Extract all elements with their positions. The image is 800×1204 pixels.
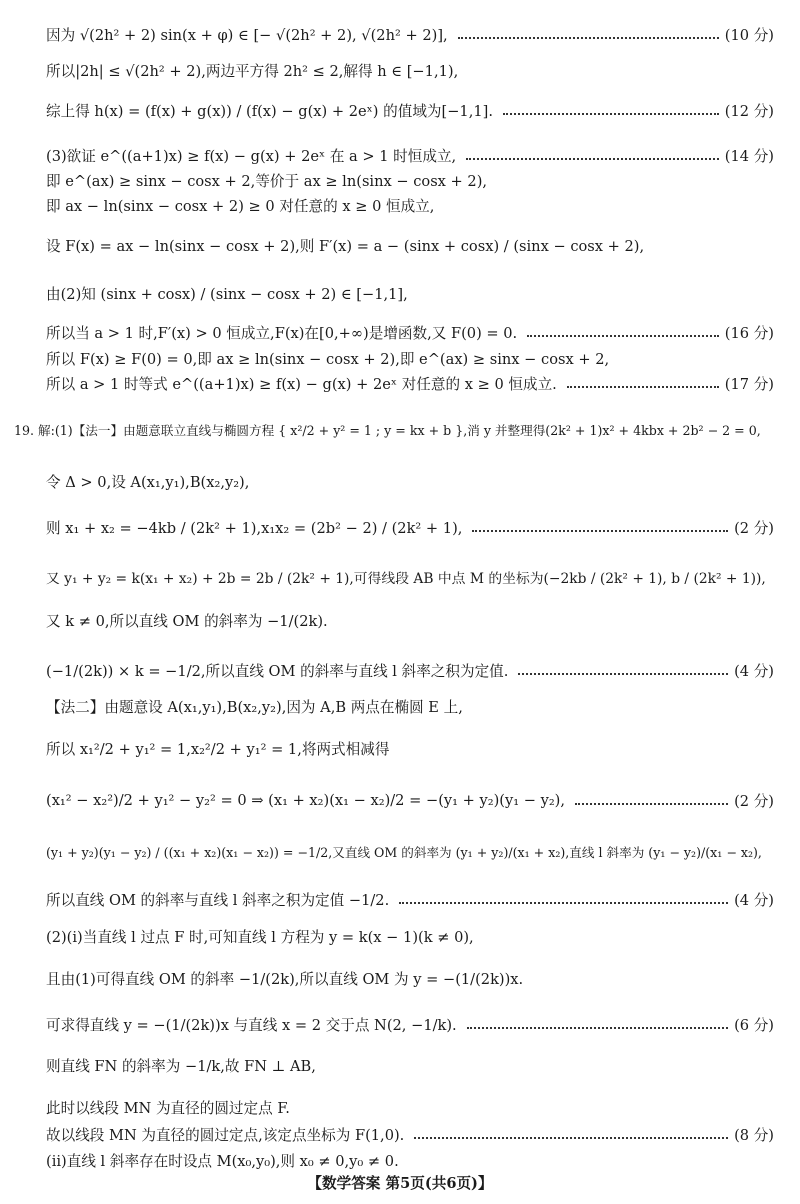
solution-line [46,790,774,811]
line-text: 综上得 h(x) = (f(x) + g(x)) / (f(x) − g(x) + 2eˣ) 的值域为[−1,1]. [46,103,493,120]
line-text: 所以 F(x) ≥ F(0) = 0,即 ax ≥ ln(sinx − cosx + 2),即 e^(ax) ≥ sinx − cosx + 2, [46,351,610,368]
solution-line [46,842,774,861]
leader-dots [458,37,719,39]
line-text: 设 F(x) = ax − ln(sinx − cosx + 2),则 F′(x) = a − (sinx + cosx) / (sinx − cosx + 2), [46,238,645,255]
solution-line [46,348,774,369]
solution-line [46,889,774,910]
line-text: (3)欲证 e^((a+1)x) ≥ f(x) − g(x) + 2eˣ 在 a > 1 时恒成立, [46,148,457,165]
solution-line [46,517,774,538]
line-text: 又 y₁ + y₂ = k(x₁ + x₂) + 2b = 2b / (2k² + 1),可得线段 AB 中点 M 的坐标为(−2kb / (2k² + 1), b / (2k² + 1)), [46,571,766,587]
line-text: 且由(1)可得直线 OM 的斜率 −1/(2k),所以直线 OM 为 y = −(1/(2k))x. [46,971,524,988]
solution-line [46,322,774,343]
leader-dots [567,386,719,388]
solution-line [46,100,774,121]
leader-dots [472,530,728,532]
line-text: 19. 解:(1)【法一】由题意联立直线与椭圆方程 { x²/2 + y² = 1 ; y = kx + b },消 y 并整理得(2k² + 1)x² + 4kbx + 2b² − 2 = 0, [14,423,761,438]
solution-line [46,373,774,394]
leader-dots [575,803,728,805]
line-text: 【法二】由题意设 A(x₁,y₁),B(x₂,y₂),因为 A,B 两点在椭圆 E 上, [46,699,463,716]
solution-line [46,1097,774,1118]
leader-dots [527,335,719,337]
line-text: 所以 x₁²/2 + y₁² = 1,x₂²/2 + y₁² = 1,将两式相减得 [46,741,390,758]
line-text: 则 x₁ + x₂ = −4kb / (2k² + 1),x₁x₂ = (2b² − 2) / (2k² + 1), [46,520,463,537]
line-text: (y₁ + y₂)(y₁ − y₂) / ((x₁ + x₂)(x₁ − x₂)) = −1/2,又直线 OM 的斜率为 (y₁ + y₂)/(x₁ + x₂),直线 l 斜率为 (y₁ − y₂)/(x₁ − x₂), [46,845,762,860]
solution-line [46,1124,774,1145]
line-text: 即 ax − ln(sinx − cosx + 2) ≥ 0 对任意的 x ≥ 0 恒成立, [46,198,435,215]
line-text: 此时以线段 MN 为直径的圆过定点 F. [46,1100,290,1117]
score-mark: (2 分) [734,520,774,537]
page-footer: 【数学答案 第5页(共6页)】 [307,1175,493,1192]
line-text: 所以|2h| ≤ √(2h² + 2),两边平方得 2h² ≤ 2,解得 h ∈ [−1,1), [46,63,459,80]
score-mark: (10 分) [724,27,774,44]
solution-line [46,696,774,717]
solution-line [46,1055,774,1076]
leader-dots [414,1137,728,1139]
score-mark: (4 分) [734,663,774,680]
line-text: 则直线 FN 的斜率为 −1/k,故 FN ⊥ AB, [46,1058,316,1075]
line-text: 令 Δ > 0,设 A(x₁,y₁),B(x₂,y₂), [46,474,250,491]
line-text: (x₁² − x₂²)/2 + y₁² − y₂² = 0 ⇒ (x₁ + x₂)(x₁ − x₂)/2 = −(y₁ + y₂)(y₁ − y₂), [46,792,566,809]
solution-line [46,283,774,304]
line-text: (2)(ⅰ)当直线 l 过点 F 时,可知直线 l 方程为 y = k(x − 1)(k ≠ 0), [46,929,474,946]
solution-line [46,195,774,216]
solution-line [46,471,774,492]
line-text: 可求得直线 y = −(1/(2k))x 与直线 x = 2 交于点 N(2, −1/k). [46,1017,457,1034]
score-mark: (12 分) [724,103,774,120]
solution-line [46,24,774,45]
solution-line [14,420,774,439]
score-mark: (14 分) [724,148,774,165]
solution-line [46,235,774,256]
line-text: (ⅱ)直线 l 斜率存在时设点 M(x₀,y₀),则 x₀ ≠ 0,y₀ ≠ 0. [46,1153,399,1170]
solution-line [46,145,774,166]
line-text: (−1/(2k)) × k = −1/2,所以直线 OM 的斜率与直线 l 斜率之积为定值. [46,663,509,680]
leader-dots [467,1027,728,1029]
solution-line [46,968,774,989]
score-mark: (16 分) [724,325,774,342]
line-text: 所以直线 OM 的斜率与直线 l 斜率之积为定值 −1/2. [46,892,390,909]
score-mark: (6 分) [734,1017,774,1034]
score-mark: (2 分) [734,793,774,810]
solution-line [46,660,774,681]
solution-line [46,60,774,81]
line-text: 由(2)知 (sinx + cosx) / (sinx − cosx + 2) ∈ [−1,1], [46,286,408,303]
line-text: 即 e^(ax) ≥ sinx − cosx + 2,等价于 ax ≥ ln(sinx − cosx + 2), [46,173,488,190]
solution-line [46,1014,774,1035]
line-text: 因为 √(2h² + 2) sin(x + φ) ∈ [− √(2h² + 2), √(2h² + 2)], [46,27,448,44]
solution-line [46,610,774,631]
score-mark: (8 分) [734,1127,774,1144]
leader-dots [518,673,728,675]
solution-line [46,170,774,191]
score-mark: (17 分) [724,376,774,393]
leader-dots [503,113,719,115]
solution-line [46,738,774,759]
line-text: 故以线段 MN 为直径的圆过定点,该定点坐标为 F(1,0). [46,1127,405,1144]
line-text: 又 k ≠ 0,所以直线 OM 的斜率为 −1/(2k). [46,613,328,630]
score-mark: (4 分) [734,892,774,909]
leader-dots [466,158,719,160]
line-text: 所以 a > 1 时等式 e^((a+1)x) ≥ f(x) − g(x) + 2eˣ 对任意的 x ≥ 0 恒成立. [46,376,557,393]
solution-line [46,926,774,947]
solution-line [46,567,774,587]
line-text: 所以当 a > 1 时,F′(x) > 0 恒成立,F(x)在[0,+∞)是增函数,又 F(0) = 0. [46,325,518,342]
solution-line [46,1150,774,1171]
leader-dots [399,902,728,904]
